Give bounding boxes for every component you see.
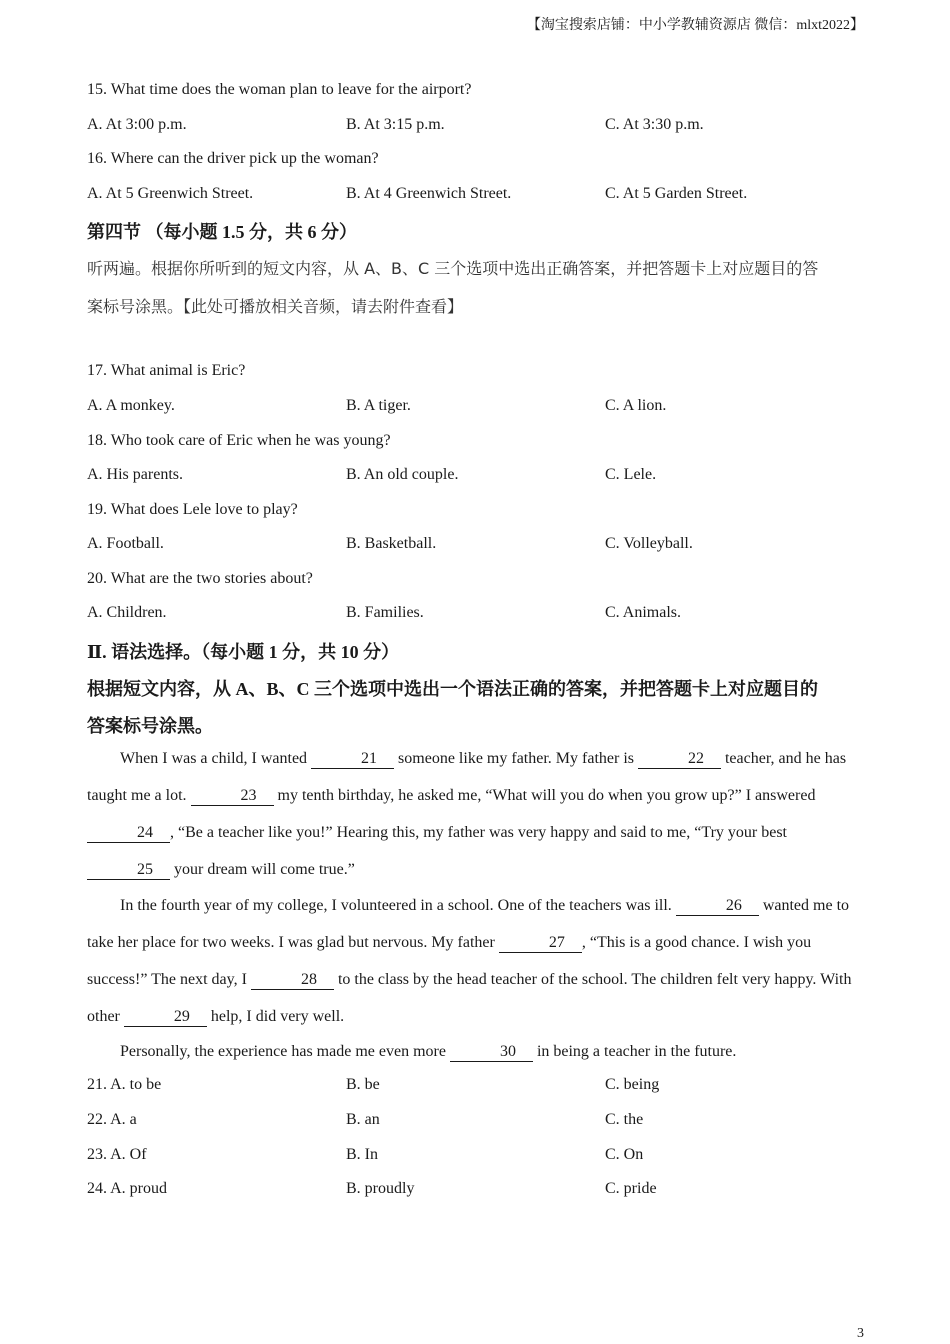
blank-22: 22	[638, 750, 721, 769]
option-21c: C. being	[605, 1076, 660, 1093]
blank-25: 25	[87, 861, 170, 880]
option-23c: C. On	[605, 1146, 644, 1163]
part-2-instruction-2: 答案标号涂黑。	[87, 716, 213, 736]
section-4-title: 第四节 （每小题 1.5 分，共 6 分）	[87, 222, 357, 242]
page-header: 【淘宝搜索店铺：中小学教辅资源店 微信：mlxt2022】	[526, 18, 864, 33]
option-18a: A. His parents.	[87, 466, 183, 483]
option-22b: B. an	[346, 1111, 380, 1128]
question-19: 19. What does Lele love to play?	[87, 501, 298, 518]
option-17c: C. A lion.	[605, 397, 667, 414]
option-15b: B. At 3:15 p.m.	[346, 116, 445, 133]
option-22a: 22. A. a	[87, 1111, 137, 1128]
option-23b: B. In	[346, 1146, 378, 1163]
option-16b: B. At 4 Greenwich Street.	[346, 185, 512, 202]
option-19b: B. Basketball.	[346, 535, 437, 552]
blank-28: 28	[251, 971, 334, 990]
option-18b: B. An old couple.	[346, 466, 459, 483]
blank-29: 29	[124, 1008, 207, 1027]
blank-30: 30	[450, 1043, 533, 1062]
option-24b: B. proudly	[346, 1180, 415, 1197]
option-22c: C. the	[605, 1111, 644, 1128]
option-20a: A. Children.	[87, 604, 167, 621]
blank-27: 27	[499, 934, 582, 953]
option-24a: 24. A. proud	[87, 1180, 167, 1197]
passage-paragraph-2: In the fourth year of my college, I volunteered in a school. One of the teachers was ill. 26 wanted me to take her place for two weeks. I was glad but nervous. My father 27 , “This is a good chance. I wish you success!” The next day, I 28 to the class by the head teacher of the school. The children felt very happy. With other 29 help, I did very well.	[87, 897, 852, 1025]
option-19a: A. Football.	[87, 535, 164, 552]
option-21a: 21. A. to be	[87, 1076, 162, 1093]
option-15c: C. At 3:30 p.m.	[605, 116, 704, 133]
part-2-instruction-1: 根据短文内容，从 A、B、C 三个选项中选出一个语法正确的答案，并把答题卡上对应题目的	[87, 679, 818, 699]
option-17a: A. A monkey.	[87, 397, 175, 414]
question-16: 16. Where can the driver pick up the woman?	[87, 150, 379, 167]
option-19c: C. Volleyball.	[605, 535, 693, 552]
blank-24: 24	[87, 824, 170, 843]
option-24c: C. pride	[605, 1180, 657, 1197]
passage-paragraph-1: When I was a child, I wanted 21 someone like my father. My father is 22 teacher, and he has taught me a lot. 23 my tenth birthday, he asked me, “What will you do when you grow up?” I answered 24 , “Be a teacher like you!” Hearing this, my father was very happy and said to me, “Try your best 25 your dream will come true.”	[87, 750, 847, 878]
option-23a: 23. A. Of	[87, 1146, 147, 1163]
option-16a: A. At 5 Greenwich Street.	[87, 185, 254, 202]
question-18: 18. Who took care of Eric when he was young?	[87, 432, 391, 449]
question-20: 20. What are the two stories about?	[87, 570, 313, 587]
section-4-instruction-1: 听两遍。根据你所听到的短文内容，从 A、B、C 三个选项中选出正确答案，并把答题卡上对应题目的答	[87, 259, 819, 278]
option-16c: C. At 5 Garden Street.	[605, 185, 748, 202]
option-21b: B. be	[346, 1076, 380, 1093]
question-15: 15. What time does the woman plan to leave for the airport?	[87, 81, 472, 98]
blank-21: 21	[311, 750, 394, 769]
part-2-title: Ⅱ. 语法选择。（每小题 1 分，共 10 分）	[87, 642, 400, 662]
page-number: 3	[857, 1326, 864, 1341]
blank-26: 26	[676, 897, 759, 916]
option-17b: B. A tiger.	[346, 397, 411, 414]
passage-paragraph-3: Personally, the experience has made me even more 30 in being a teacher in the future.	[120, 1043, 737, 1060]
question-17: 17. What animal is Eric?	[87, 362, 246, 379]
option-20c: C. Animals.	[605, 604, 682, 621]
blank-23: 23	[191, 787, 274, 806]
section-4-instruction-2: 案标号涂黑。【此处可播放相关音频，请去附件查看】	[87, 297, 464, 316]
option-20b: B. Families.	[346, 604, 424, 621]
option-15a: A. At 3:00 p.m.	[87, 116, 187, 133]
option-18c: C. Lele.	[605, 466, 657, 483]
